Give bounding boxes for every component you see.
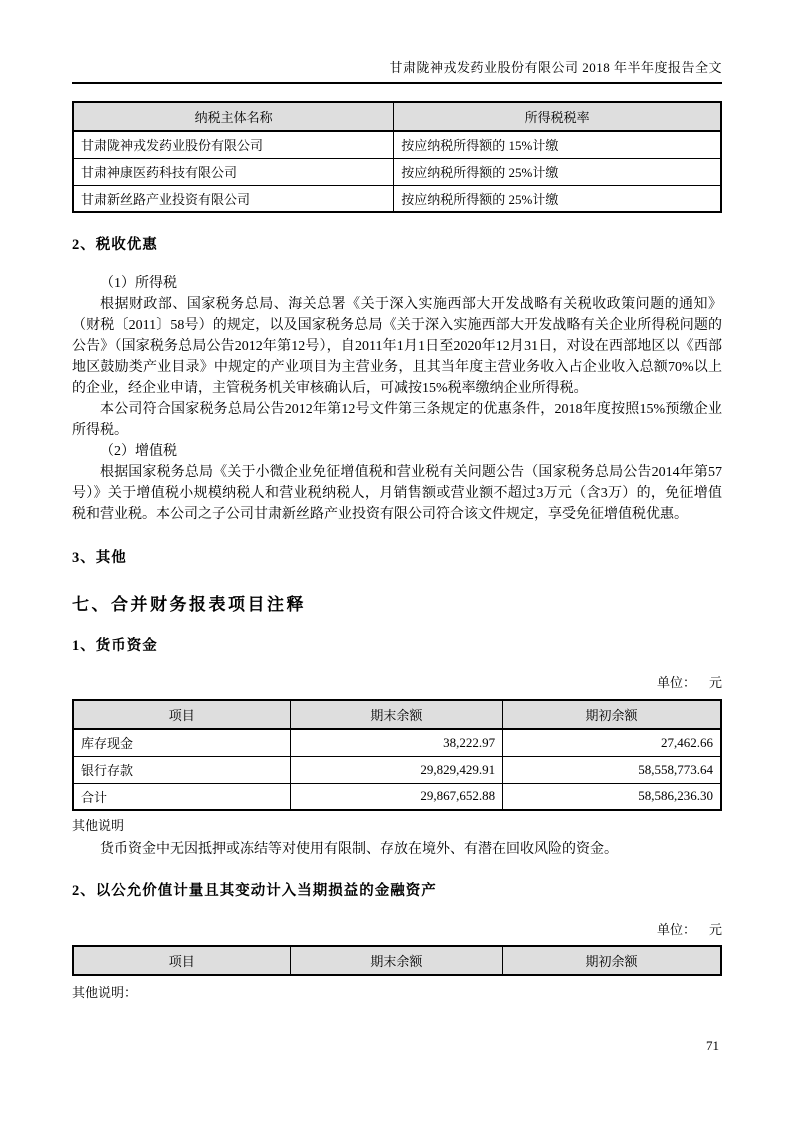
- item-cell: 合计: [73, 783, 290, 810]
- closing-balance-cell: 38,222.97: [290, 729, 503, 756]
- entity-name-cell: 甘肃陇神戎发药业股份有限公司: [73, 131, 394, 158]
- fv-table-header-item: 项目: [73, 946, 290, 975]
- opening-balance-cell: 58,558,773.64: [503, 756, 721, 783]
- other-note-label: 其他说明：: [72, 985, 138, 1000]
- vat-subheading: （2）增值税: [100, 444, 177, 459]
- income-tax-paragraph-1: 根据财政部、国家税务总局、海关总署《关于深入实施西部大开发战略有关税收政策问题的通知》（财税〔2011〕58号）的规定，以及国家税务总局《关于深入实施西部大开发战略有关企业所得税问题的公告》（国家税务总局公告2012年第12号），自2011年1月1日至2020年12月31日，对设在西部地区以《西部地区鼓励类产业目录》中规定的产业项目为主营业务，且其当年度主营业务收入占企业收入总额70%以上的企业，经企业申请，主管税务机关审核确认后，可减按15%税率缴纳企业所得税。: [72, 297, 722, 396]
- tax-table-header-rate: 所得税税率: [394, 102, 721, 131]
- item-cell: 银行存款: [73, 756, 290, 783]
- funds-table-header-closing: 期末余额: [290, 700, 503, 729]
- table-row: [73, 729, 721, 756]
- table-row: [73, 158, 721, 185]
- unit-line: [72, 672, 722, 691]
- monetary-funds-note: 货币资金中无因抵押或冻结等对使用有限制、存放在境外、有潜在回收风险的资金。: [100, 842, 618, 857]
- fv-table-header-opening: 期初余额: [503, 946, 721, 975]
- monetary-funds-table: [72, 699, 722, 811]
- table-header-row: [73, 700, 721, 729]
- unit-label: 单位：: [656, 675, 696, 690]
- closing-balance-cell: 29,829,429.91: [290, 756, 503, 783]
- entity-name-cell: 甘肃新丝路产业投资有限公司: [73, 185, 394, 212]
- entity-name-cell: 甘肃神康医药科技有限公司: [73, 158, 394, 185]
- section-heading-tax-preference: 2、税收优惠: [72, 237, 158, 253]
- table-row: [73, 756, 721, 783]
- chapter-heading-consolidated-notes: 七、合并财务报表项目注释: [72, 595, 306, 614]
- section-heading-monetary-funds: 1、货币资金: [72, 638, 158, 654]
- other-note-label: 其他说明: [72, 818, 125, 833]
- opening-balance-cell: 27,462.66: [503, 729, 721, 756]
- fair-value-assets-table: [72, 945, 722, 976]
- vat-paragraph: 根据国家税务总局《关于小微企业免征增值税和营业税有关问题公告（国家税务总局公告2014年第57号）》关于增值税小规模纳税人和营业税纳税人，月销售额或营业额不超过3万元（含3万）的，免征增值税和营业税。本公司之子公司甘肃新丝路产业投资有限公司符合该文件规定，享受免征增值税优惠。: [72, 465, 722, 522]
- page-number: 71: [706, 1038, 719, 1053]
- opening-balance-cell: 58,586,236.30: [503, 783, 721, 810]
- table-header-row: [73, 946, 721, 975]
- tax-rate-cell: 按应纳税所得额的 25%计缴: [394, 185, 721, 212]
- tax-rate-cell: 按应纳税所得额的 25%计缴: [394, 158, 721, 185]
- unit-line: [72, 919, 722, 938]
- income-tax-paragraph-2: 本公司符合国家税务总局公告2012年第12号文件第三条规定的优惠条件，2018年度按照15%预缴企业所得税。: [72, 402, 722, 438]
- table-row: [73, 131, 721, 158]
- section-heading-fair-value-assets: 2、以公允价值计量且其变动计入当期损益的金融资产: [72, 883, 437, 899]
- funds-table-header-item: 项目: [73, 700, 290, 729]
- unit-value: 元: [708, 675, 722, 690]
- funds-table-header-opening: 期初余额: [503, 700, 721, 729]
- unit-value: 元: [708, 922, 722, 937]
- table-header-row: [73, 102, 721, 131]
- tax-table-header-entity: 纳税主体名称: [73, 102, 394, 131]
- tax-rate-cell: 按应纳税所得额的 15%计缴: [394, 131, 721, 158]
- closing-balance-cell: 29,867,652.88: [290, 783, 503, 810]
- report-page: [72, 0, 722, 1001]
- fv-table-header-closing: 期末余额: [290, 946, 503, 975]
- tax-rate-table: [72, 101, 722, 213]
- item-cell: 库存现金: [73, 729, 290, 756]
- tax-preference-body: [72, 273, 722, 525]
- report-running-header: 甘肃陇神戎发药业股份有限公司 2018 年半年度报告全文: [72, 57, 722, 84]
- table-row: [73, 783, 721, 810]
- section-heading-other: 3、其他: [72, 550, 127, 566]
- unit-label: 单位：: [656, 922, 696, 937]
- income-tax-subheading: （1）所得税: [100, 276, 177, 291]
- table-row: [73, 185, 721, 212]
